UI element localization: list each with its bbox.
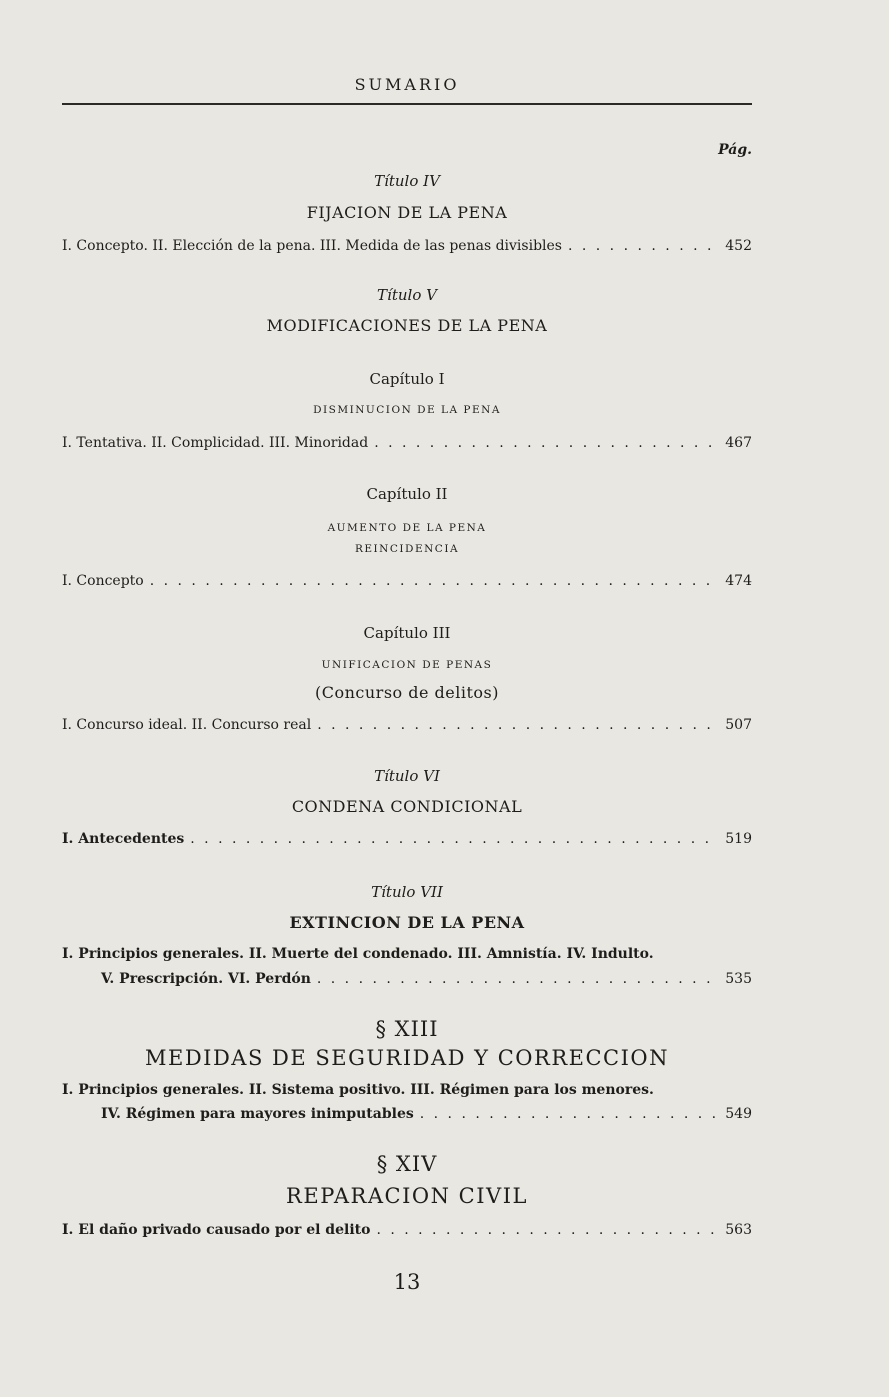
toc-entry-page: 467 (725, 435, 752, 451)
leader-dots (317, 717, 718, 733)
toc-entry-text: I. Tentativa. II. Complicidad. III. Minoridad (62, 435, 369, 451)
heading-extincion: EXTINCION DE LA PENA (289, 913, 525, 932)
leader-dots (190, 831, 718, 847)
capitulo-i: Capítulo I (369, 370, 445, 388)
leader-dots (376, 1222, 718, 1238)
subheading-disminucion: DISMINUCION DE LA PENA (313, 404, 501, 416)
page-column-label: Pág. (718, 142, 752, 158)
leader-dots (374, 435, 718, 451)
toc-entry-text: I. El daño privado causado por el delito (62, 1222, 371, 1238)
heading-modificaciones: MODIFICACIONES DE LA PENA (266, 316, 548, 335)
subheading-unificacion: UNIFICACION DE PENAS (321, 659, 493, 671)
toc-entry-text: I. Antecedentes (62, 831, 185, 847)
toc-entry-page: 563 (725, 1222, 752, 1238)
toc-entry-extincion[interactable] (101, 967, 752, 987)
toc-entry-text: I. Concepto. II. Elección de la pena. III. Medida de las penas divisibles (62, 238, 562, 254)
toc-entry-reincidencia[interactable] (62, 569, 752, 589)
toc-entry-reparacion[interactable] (62, 1218, 752, 1238)
page-number: 13 (393, 1270, 421, 1294)
titulo-v: Título V (377, 286, 437, 304)
subheading-concurso: (Concurso de delitos) (314, 683, 500, 702)
section-xiv-title: REPARACION CIVIL (286, 1184, 528, 1208)
heading-condena: CONDENA CONDICIONAL (291, 797, 523, 816)
titulo-vi: Título VI (374, 767, 440, 785)
toc-entry-concurso[interactable] (62, 713, 752, 733)
toc-entry-fijacion[interactable] (62, 234, 752, 254)
heading-fijacion: FIJACION DE LA PENA (306, 203, 508, 222)
toc-entry-medidas[interactable] (101, 1102, 752, 1122)
toc-entry-page: 452 (725, 238, 752, 254)
header-rule (62, 103, 752, 105)
leader-dots (568, 238, 718, 254)
toc-entry-page: 507 (725, 717, 752, 733)
subheading-reincidencia: REINCIDENCIA (354, 543, 460, 555)
toc-entry-text: I. Concepto (62, 573, 144, 589)
section-xiii-sign: § XIII (375, 1017, 439, 1041)
toc-entry-text: V. Prescripción. VI. Perdón (101, 971, 311, 987)
capitulo-ii: Capítulo II (366, 485, 448, 503)
toc-entry-text: I. Concurso ideal. II. Concurso real (62, 717, 312, 733)
toc-entry-medidas-line1: I. Principios generales. II. Sistema positivo. III. Régimen para los menores. (62, 1082, 654, 1098)
toc-entry-text: IV. Régimen para mayores inimputables (101, 1106, 414, 1122)
toc-entry-condena[interactable] (62, 827, 752, 847)
toc-entry-page: 474 (725, 573, 752, 589)
leader-dots (150, 573, 718, 589)
toc-entry-page: 549 (725, 1106, 752, 1122)
capitulo-iii: Capítulo III (363, 624, 451, 642)
titulo-vii: Título VII (371, 883, 443, 901)
toc-entry-page: 535 (725, 971, 752, 987)
toc-entry-page: 519 (725, 831, 752, 847)
running-head: SUMARIO (354, 75, 460, 94)
subheading-aumento: AUMENTO DE LA PENA (327, 522, 487, 534)
toc-entry-disminucion[interactable] (62, 431, 752, 451)
section-xiii-title: MEDIDAS DE SEGURIDAD Y CORRECCION (145, 1046, 669, 1070)
leader-dots (317, 971, 718, 987)
toc-entry-extincion-line1: I. Principios generales. II. Muerte del condenado. III. Amnistía. IV. Indulto. (62, 946, 654, 962)
titulo-iv: Título IV (374, 172, 440, 190)
leader-dots (420, 1106, 718, 1122)
section-xiv-sign: § XIV (376, 1152, 438, 1176)
